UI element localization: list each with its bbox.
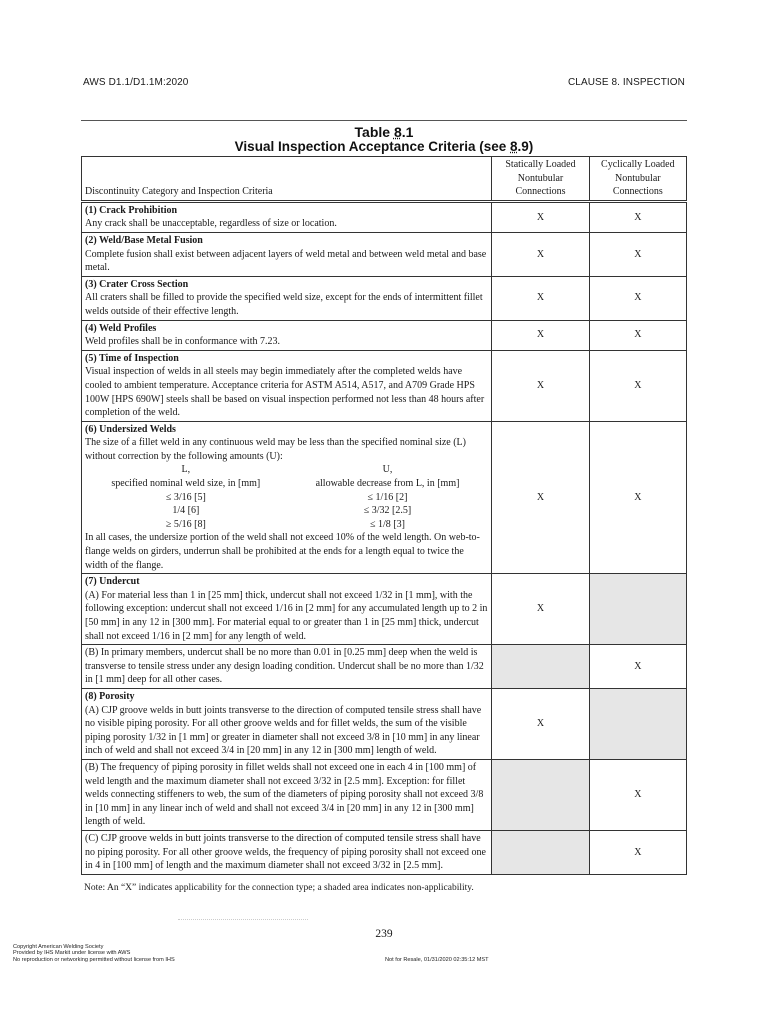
copyright-footer: [13, 944, 175, 963]
criteria-text: (B) In primary members, undercut shall be no more than 0.01 in [0.25 mm] deep when the weld is transverse to tensile stress under any design loading condition. Undercut shall be no more than 1/32 in [1 mm] deep for all other cases.: [85, 647, 484, 686]
criteria-text: (C) CJP groove welds in butt joints transverse to the direction of computed tensile stress shall have no piping porosity. For all other groove welds, the frequency of piping porosity shall not exceed one in 4 in [100 mm] of length and the maximum diameter shall not exceed 3/32 in [2.5 mm].: [85, 832, 486, 872]
table-row: [82, 232, 687, 276]
table-row: [82, 276, 687, 320]
cyclic-mark-cell: X: [589, 759, 686, 830]
static-mark-cell: X: [492, 350, 589, 421]
criteria-cell: [82, 645, 492, 689]
criteria-text: In all cases, the undersize portion of the weld shall not exceed 10% of the weld length. On web-to-flange welds on girders, underrun shall be prohibited at the ends for a length equal to twice the width of the flange.: [85, 532, 480, 571]
cyclic-mark-cell: [589, 688, 686, 759]
col-header-cyclic-line: Cyclically Loaded: [601, 159, 675, 170]
running-header-left: AWS D1.1/D1.1M:2020: [83, 77, 189, 88]
table-row: [82, 421, 687, 574]
criteria-cell: [82, 276, 492, 320]
static-mark-cell: X: [492, 421, 589, 574]
copyright-line: No reproduction or networking permitted without license from IHS: [13, 956, 175, 963]
copyright-line: Provided by IHS Markit under license with AWS: [13, 950, 131, 957]
col-header-category: Discontinuity Category and Inspection Criteria: [82, 157, 492, 202]
static-mark-cell: X: [492, 320, 589, 350]
static-mark-cell: X: [492, 276, 589, 320]
subtable-cell: 1/4 [6]: [172, 505, 200, 517]
criteria-cell: [82, 350, 492, 421]
criteria-text: The size of a fillet weld in any continuous weld may be less than the specified nominal size (L) without correction by the following amounts (U):: [85, 437, 466, 462]
criteria-title: (8) Porosity: [85, 690, 135, 702]
cyclic-mark-cell: X: [589, 830, 686, 874]
subtable-head: allowable decrease from L, in [mm]: [315, 478, 460, 490]
subtable-cell: ≤ 3/32 [2.5]: [363, 505, 412, 517]
criteria-cell: [82, 688, 492, 759]
criteria-text: (A) CJP groove welds in butt joints transverse to the direction of computed tensile stress shall have no visible piping porosity. For all other groove welds and for fillet welds, the sum of the visible piping porosity 1/32 in [1 mm] or greater in diameter shall not exceed 3/8 in [10 mm] in any linear inch of weld and shall not exceed 3/4 in [20 mm] in any 12 in [300 mm] length of weld.: [85, 704, 482, 757]
static-mark-cell: [492, 830, 589, 874]
criteria-text: Any crack shall be unacceptable, regardless of size or location.: [85, 218, 337, 230]
table-row: [82, 759, 687, 830]
criteria-text: (B) The frequency of piping porosity in fillet welds shall not exceed one in each 4 in [100 mm] of weld length and the maximum diameter shall not exceed 3/32 in [2.5 mm]. Exception: for fillet welds connecting stiffeners to web, the sum of the diameters of piping porosity shall not exceed 3/8 in [10 mm] in any linear inch of weld and shall not exceed 3/4 in [20 mm] in any 12 in [300 mm] length of weld.: [85, 761, 484, 828]
col-header-static-line: Nontubular: [517, 172, 564, 184]
subtable-cell: ≤ 1/8 [3]: [370, 518, 405, 530]
cyclic-mark-cell: [589, 574, 686, 645]
criteria-title: (6) Undersized Welds: [85, 423, 176, 435]
criteria-cell: [82, 320, 492, 350]
table-row: [82, 830, 687, 874]
table-row: [82, 688, 687, 759]
table-row: [82, 350, 687, 421]
criteria-cell: [82, 830, 492, 874]
col-header-cyclic-line: Connections: [612, 186, 663, 198]
criteria-title: (5) Time of Inspection: [85, 352, 179, 364]
table-row: [82, 645, 687, 689]
page-number: 239: [375, 928, 393, 940]
criteria-cell: [82, 201, 492, 232]
col-header-cyclic: [589, 157, 686, 202]
undersize-subtable: [85, 463, 488, 531]
criteria-text: Visual inspection of welds in all steels may begin immediately after the completed welds have cooled to ambient temperature. Acceptance criteria for ASTM A514, A517, and A709 Grade HPS 100W [HPS 690W] steels shall be based on visual inspection performed not less than 48 hours after completion of the weld.: [85, 366, 485, 419]
static-mark-cell: X: [492, 232, 589, 276]
table-row: [82, 320, 687, 350]
table-caption: Visual Inspection Acceptance Criteria (see 8.9): [234, 139, 534, 154]
criteria-text: Weld profiles shall be in conformance with 7.23.: [85, 336, 280, 348]
subtable-cell: ≤ 3/16 [5]: [165, 491, 206, 503]
table-note: Note: An “X” indicates applicability for the connection type; a shaded area indicates non-applicability.: [84, 883, 474, 893]
criteria-cell: [82, 232, 492, 276]
running-header-right: CLAUSE 8. INSPECTION: [567, 77, 685, 88]
static-mark-cell: X: [492, 574, 589, 645]
cyclic-mark-cell: X: [589, 201, 686, 232]
subtable-head: U,: [382, 464, 393, 476]
col-header-cyclic-line: Nontubular: [615, 172, 661, 184]
table-row: [82, 201, 687, 232]
static-mark-cell: [492, 759, 589, 830]
col-header-static: [492, 157, 589, 202]
criteria-cell: [82, 759, 492, 830]
criteria-title: (7) Undercut: [85, 576, 140, 588]
criteria-text: (A) For material less than 1 in [25 mm] thick, undercut shall not exceed 1/32 in [1 mm], with the following exception: undercut shall not exceed 1/16 in [2 mm] for any accumulated length up to 2 in [50 mm] in any 12 in [300 mm]. For material equal to or greater than 1 in [25 mm] thick, undercut shall not exceed 1/16 in [2 mm] for any length of weld.: [85, 589, 488, 642]
criteria-title: (4) Weld Profiles: [85, 322, 157, 334]
criteria-text: Complete fusion shall exist between adjacent layers of weld metal and between weld metal and base metal.: [85, 248, 487, 274]
criteria-title: (3) Crater Cross Section: [85, 278, 189, 290]
subtable-cell: ≤ 1/16 [2]: [367, 491, 408, 503]
cyclic-mark-cell: X: [589, 645, 686, 689]
resale-footer: Not for Resale, 01/31/2020 02:35:12 MST: [385, 957, 489, 963]
subtable-head: L,: [181, 464, 191, 476]
copyright-line: Copyright American Welding Society: [13, 944, 104, 950]
col-header-static-line: Connections: [515, 186, 566, 198]
cyclic-mark-cell: X: [589, 276, 686, 320]
static-mark-cell: X: [492, 688, 589, 759]
criteria-cell: [82, 421, 492, 574]
criteria-table: [81, 156, 687, 875]
header-rule: [81, 120, 687, 121]
cyclic-mark-cell: X: [589, 320, 686, 350]
cyclic-mark-cell: X: [589, 421, 686, 574]
subtable-cell: ≥ 5/16 [8]: [165, 518, 206, 530]
table-header-row: [82, 157, 687, 202]
table-title: Table 8.1: [354, 124, 414, 140]
static-mark-cell: X: [492, 201, 589, 232]
cyclic-mark-cell: X: [589, 350, 686, 421]
criteria-title: (1) Crack Prohibition: [85, 204, 178, 216]
criteria-title: (2) Weld/Base Metal Fusion: [85, 234, 203, 246]
subtable-head: specified nominal weld size, in [mm]: [111, 478, 261, 490]
table-row: [82, 574, 687, 645]
criteria-cell: [82, 574, 492, 645]
col-header-static-line: Statically Loaded: [505, 159, 576, 170]
faint-rule: [178, 919, 308, 920]
static-mark-cell: [492, 645, 589, 689]
cyclic-mark-cell: X: [589, 232, 686, 276]
criteria-text: All craters shall be filled to provide the specified weld size, except for the ends of intermittent fillet welds outside of their effective length.: [85, 292, 483, 317]
